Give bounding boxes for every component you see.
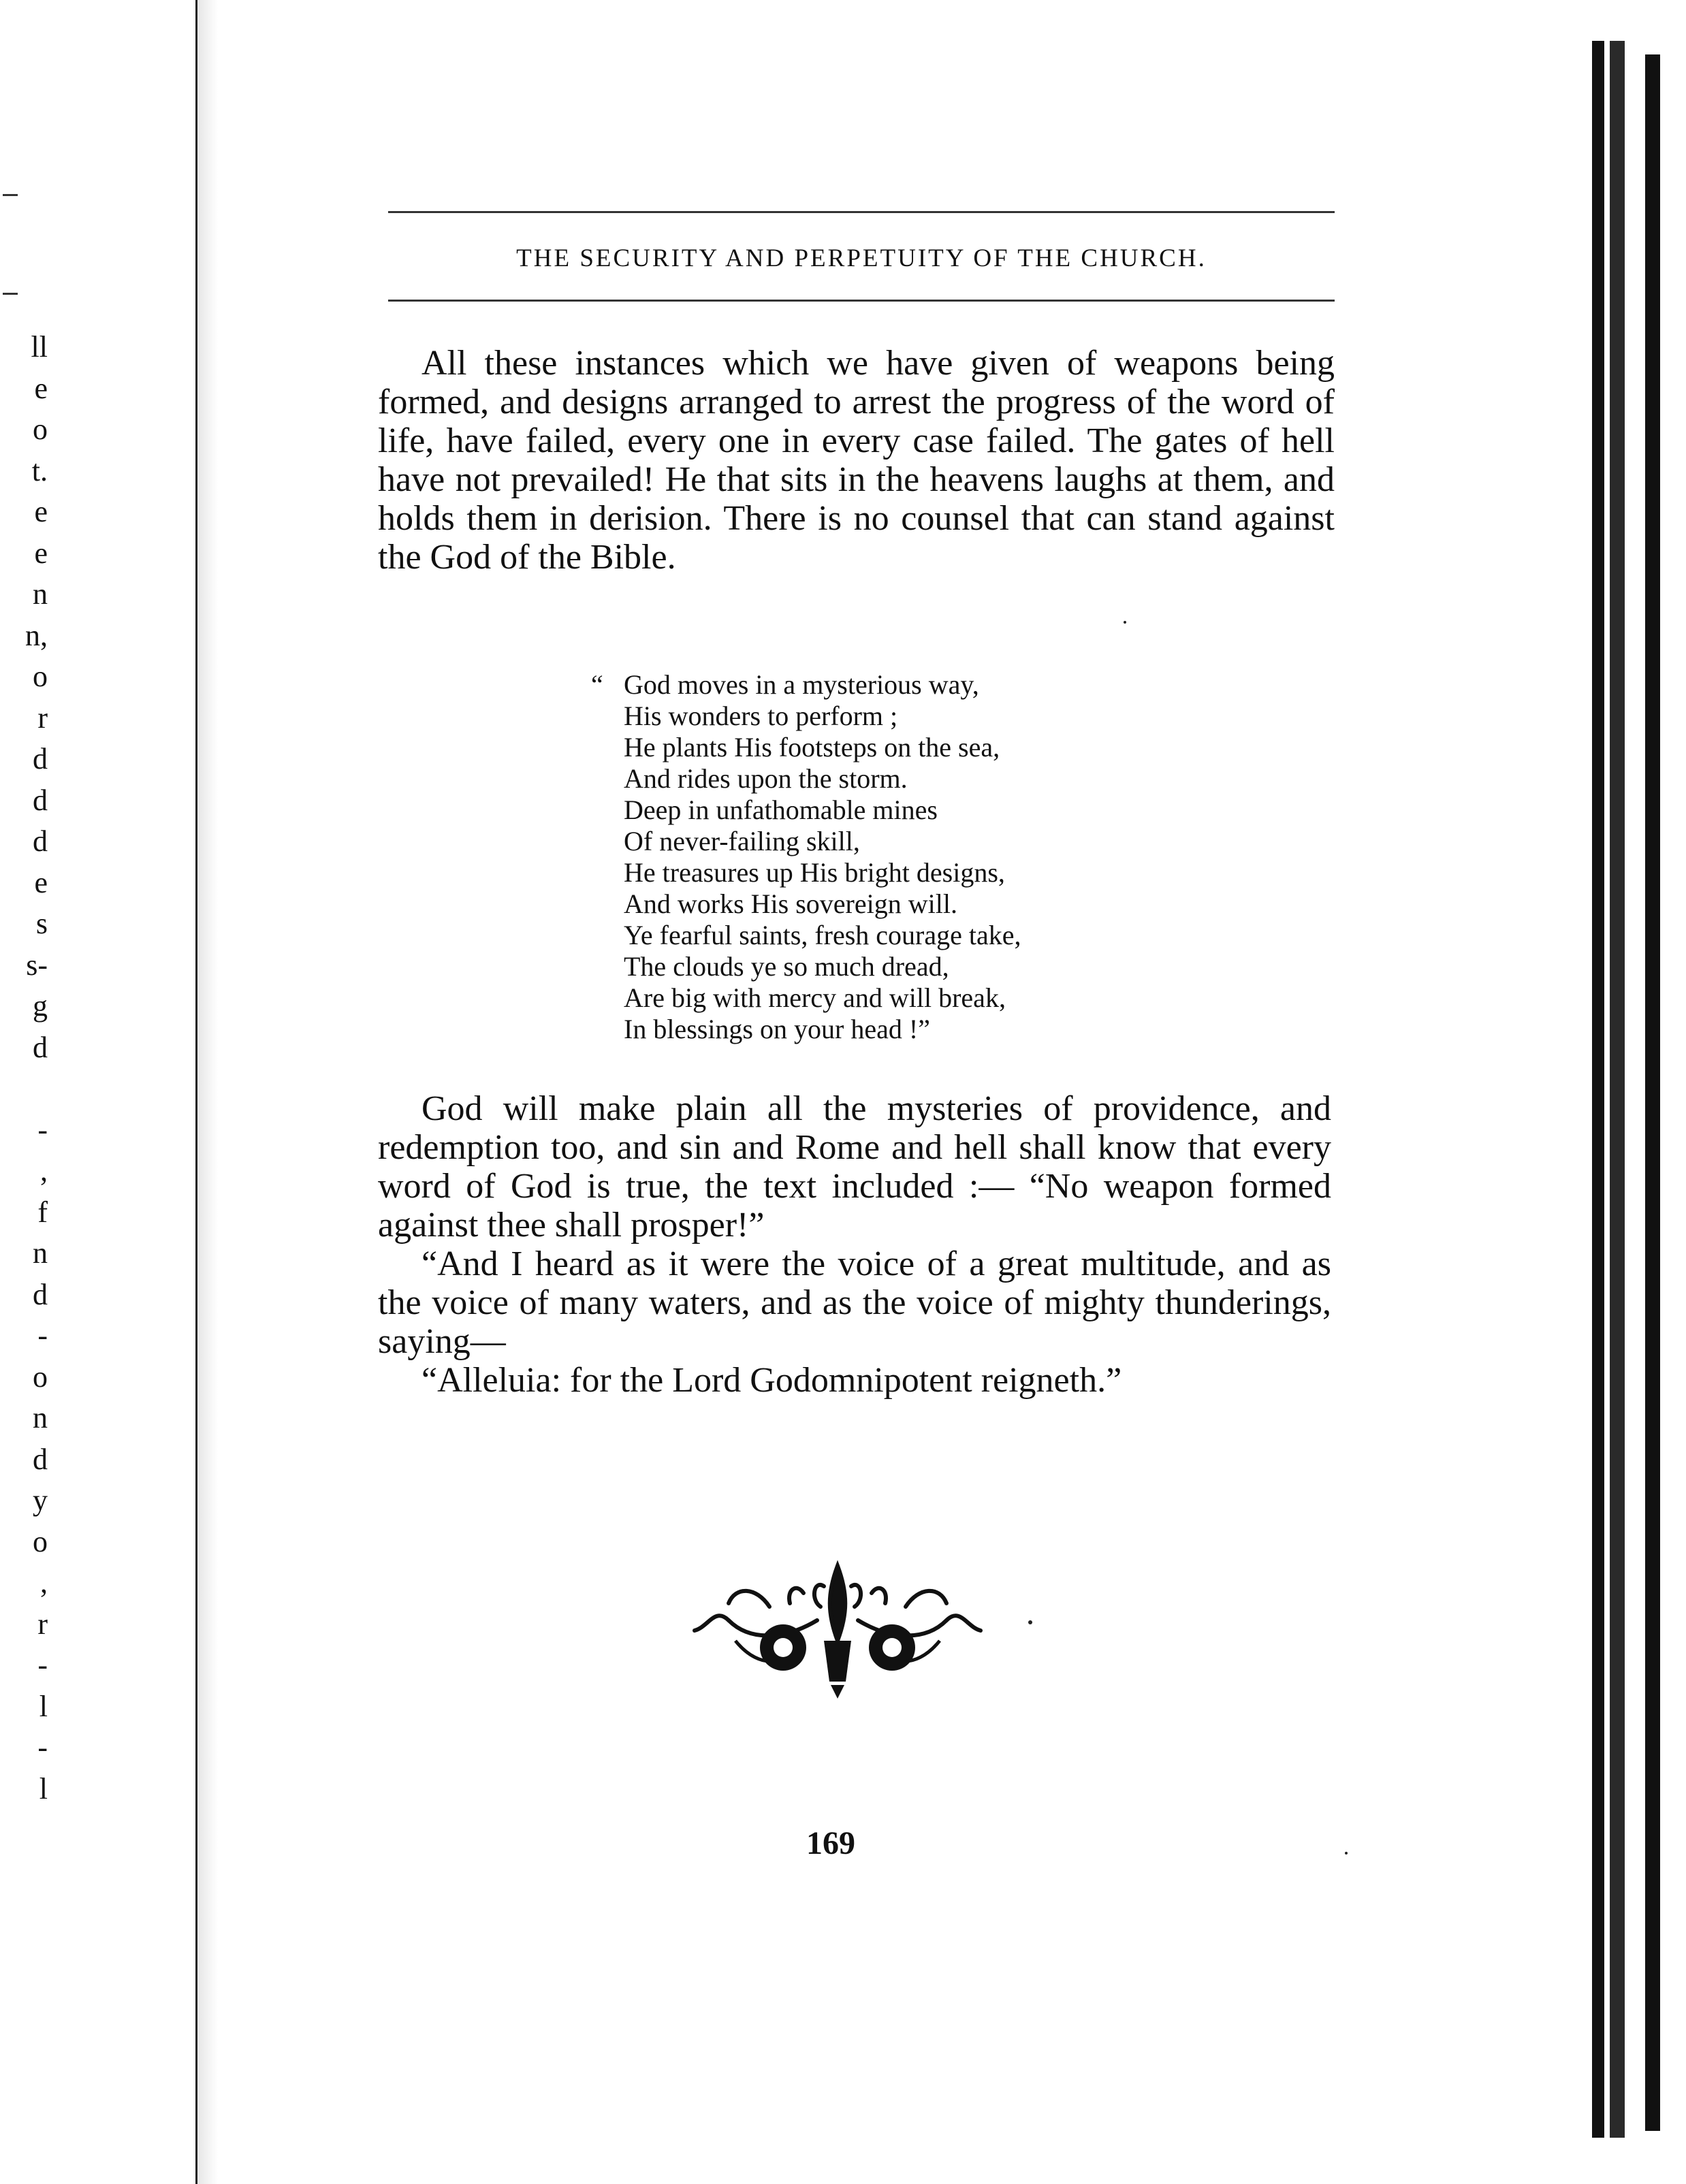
paragraph-1 <box>378 344 1335 577</box>
left-page-letter: , <box>40 1154 48 1187</box>
paragraph-4-text: “Alleluia: for the Lord Godomnipotent reigneth.” <box>422 1361 1122 1400</box>
gutter-shadow <box>197 0 218 2184</box>
poem-line <box>591 763 1021 794</box>
poem-line <box>591 857 1021 888</box>
poem-line-text: Of never-failing skill, <box>624 826 860 856</box>
poem-line-text: Deep in unfathomable mines <box>624 794 938 825</box>
left-page-letter: d <box>33 783 48 817</box>
left-page-letter: d <box>33 1277 48 1311</box>
poem-line <box>591 732 1021 763</box>
poem-line-text: God moves in a mysterious way, <box>624 669 979 700</box>
left-page-letter <box>0 1068 48 1110</box>
left-page-letter: n <box>33 1401 48 1434</box>
left-page-letter: r <box>37 701 48 735</box>
poem-line <box>591 669 1021 701</box>
poem-line-text: And rides upon the storm. <box>624 763 908 794</box>
left-page-letter: - <box>37 1648 48 1682</box>
poem-open-quote: “ <box>591 669 603 700</box>
poem-line-text: He treasures up His bright designs, <box>624 857 1005 888</box>
left-page-letter: e <box>34 536 48 570</box>
poem-line <box>591 982 1021 1014</box>
left-page-rule-mark <box>3 194 18 196</box>
poem-line <box>591 888 1021 920</box>
poem-line <box>591 951 1021 982</box>
left-page-letter: l <box>39 1771 48 1805</box>
left-page-letter: e <box>34 371 48 405</box>
header-rule-top <box>388 211 1335 213</box>
left-page-letter: d <box>33 1442 48 1476</box>
poem-line-text: His wonders to perform ; <box>624 701 898 731</box>
left-page-letter: - <box>37 1319 48 1352</box>
poem-line-text: Are big with mercy and will break, <box>624 982 1006 1013</box>
left-page-letter: e <box>34 865 48 899</box>
poem-line-text: In blessings on your head !” <box>624 1014 930 1044</box>
left-page-letter: ll <box>31 330 48 364</box>
left-page-letter: t. <box>31 453 48 487</box>
page-number: 169 <box>806 1825 855 1861</box>
left-page-letter: d <box>33 824 48 858</box>
poem-line <box>591 1014 1021 1045</box>
left-page-rule-mark <box>3 293 18 295</box>
poem-line-text: The clouds ye so much dread, <box>624 951 949 982</box>
left-page-letter: d <box>33 742 48 775</box>
left-page-letter: r <box>37 1607 48 1641</box>
left-page-letter: o <box>33 660 48 693</box>
hymn-quotation <box>591 669 1021 1045</box>
left-page-letter: n <box>33 577 48 611</box>
left-page-letter: o <box>33 1360 48 1394</box>
page-edge-band <box>1645 54 1660 2131</box>
left-page-letter: n, <box>25 618 48 652</box>
paragraph-2 <box>378 1089 1331 1400</box>
left-page-letter: y <box>33 1483 48 1517</box>
page-edge-band <box>1592 41 1604 2138</box>
page-edge-band <box>1610 41 1625 2138</box>
poem-line <box>591 920 1021 951</box>
left-page-letter: n <box>33 1236 48 1270</box>
left-page-letter: d <box>33 1030 48 1064</box>
paragraph-1-text: All these instances which we have given of weapons being formed, and designs arranged to arrest the progress of the word of life, have failed, every one in every case failed. The gates of hell have not prevailed! He that sits in the heavens laughs at them, and holds them in derision. There is no counsel that can stand against the God of the Bible. <box>378 344 1335 577</box>
left-page-letter: - <box>37 1731 48 1764</box>
page-edge-gap <box>1625 41 1645 2138</box>
left-page-letter: g <box>33 989 48 1023</box>
print-speck <box>1345 1852 1348 1854</box>
left-page-letter: o <box>33 413 48 446</box>
paragraph-3-text: “And I heard as it were the voice of a great multitude, and as the voice of many waters, and as the voice of mighty thunderings, saying— <box>378 1244 1331 1361</box>
poem-line-text: He plants His footsteps on the sea, <box>624 732 1000 762</box>
left-page-letter: e <box>34 495 48 528</box>
running-head: THE SECURITY AND PERPETUITY OF THE CHURCH. <box>516 244 1207 272</box>
page-edge-gap <box>1604 41 1610 2138</box>
paragraph-2-text: God will make plain all the mysteries of providence, and redemption too, and sin and Rome and hell shall know that every word of God is true, the text included :— “No weapon formed against thee shall prosper!” <box>378 1089 1331 1244</box>
header-rule-bottom <box>388 300 1335 302</box>
left-page-letter: s <box>35 907 48 940</box>
print-speck <box>1028 1620 1032 1624</box>
floral-ornament-icon <box>688 1539 987 1702</box>
left-page-letter: f <box>37 1195 48 1229</box>
left-page-letter: o <box>33 1524 48 1558</box>
poem-line-text: Ye fearful saints, fresh courage take, <box>624 920 1021 950</box>
left-page-letter: s- <box>26 948 48 982</box>
poem-line <box>591 794 1021 826</box>
left-page-letter: l <box>39 1689 48 1723</box>
poem-line <box>591 701 1021 732</box>
poem-line-text: And works His sovereign will. <box>624 888 957 919</box>
left-page-edge-text <box>0 327 48 1810</box>
poem-line <box>591 826 1021 857</box>
left-page-letter: - <box>37 1112 48 1146</box>
print-speck <box>1124 621 1126 624</box>
left-page-letter: , <box>40 1566 48 1599</box>
